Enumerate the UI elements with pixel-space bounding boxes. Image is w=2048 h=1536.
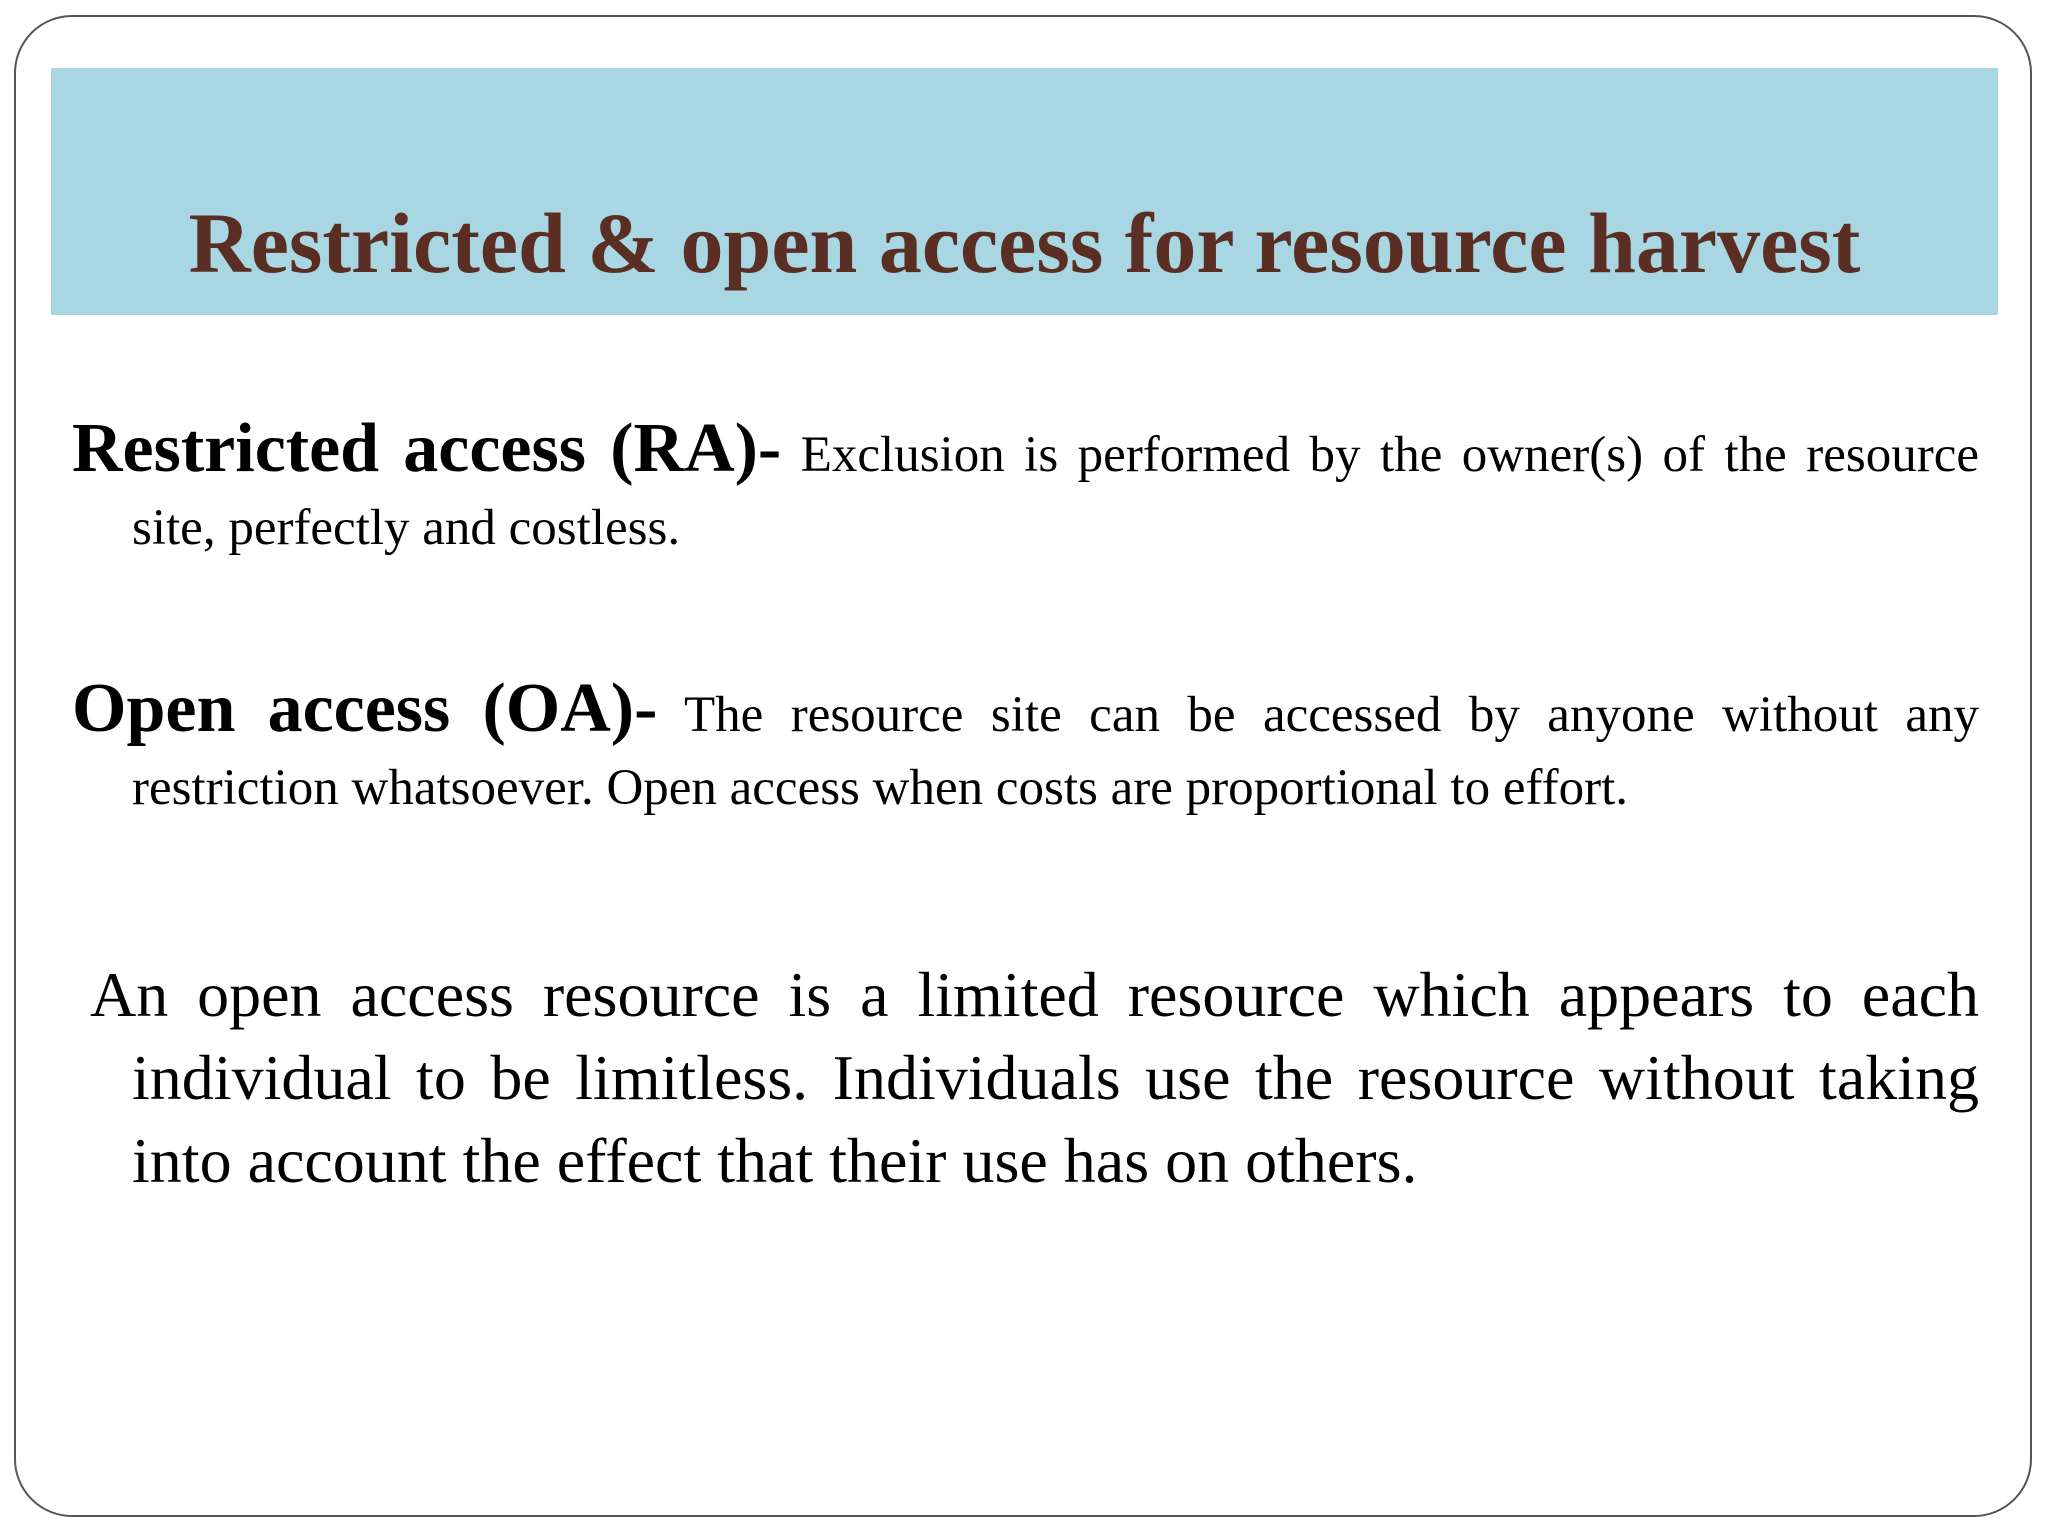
open-access-note-paragraph: An open access resource is a limited resource which appears to each individual to be limitless. Individuals use the resource without taking into account the effect that their use has on others. — [90, 959, 1979, 1196]
open-access-term: Open access (OA)- — [72, 670, 658, 747]
open-access-definition: The resource site can be accessed by anyone without any restriction whatsoever. Open access when costs are proportional to effort. — [132, 687, 1979, 816]
restricted-access-paragraph — [72, 412, 1979, 565]
restricted-access-definition: Exclusion is performed by the owner(s) of the resource site, perfectly and costless. — [132, 427, 1980, 556]
open-access-paragraph — [72, 672, 1979, 825]
slide-title: Restricted & open access for resource harvest — [188, 195, 1861, 291]
restricted-access-term: Restricted access (RA)- — [72, 410, 782, 487]
title-band — [51, 68, 1998, 315]
